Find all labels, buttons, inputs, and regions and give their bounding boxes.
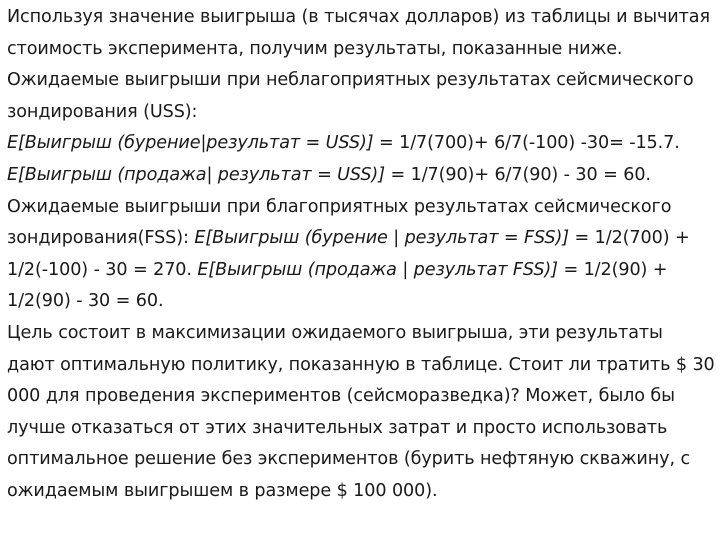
text-line — [7, 97, 715, 129]
body-text: оптимальное решение без экспериментов (бурить нефтяную скважину, с — [7, 449, 691, 470]
body-text: стоимость эксперимента, получим результаты, показанные ниже. — [7, 38, 623, 59]
body-text: = 1/2(90) + — [557, 259, 668, 280]
body-text: Ожидаемые выигрыши при благоприятных результатах сейсмического — [7, 196, 672, 217]
text-line — [7, 444, 715, 476]
text-line — [7, 65, 715, 97]
text-line — [7, 223, 715, 255]
body-text: = 1/7(90)+ 6/7(90) - 30 = 60. — [384, 164, 651, 185]
text-line — [7, 2, 715, 34]
body-text: = 1/7(700)+ 6/7(-100) -30= -15.7. — [373, 133, 680, 154]
body-text: 000 для проведения экспериментов (сейсморазведка)? Может, было бы — [7, 386, 675, 407]
text-line — [7, 255, 715, 287]
formula-text: E[Выигрыш (продажа | результат FSS)] — [197, 259, 558, 280]
text-line — [7, 318, 715, 350]
body-text: ожидаемым выигрышем в размере $ 100 000). — [7, 480, 438, 501]
text-line — [7, 476, 715, 508]
text-line — [7, 34, 715, 66]
body-text: Ожидаемые выигрыши при неблагоприятных результатах сейсмического — [7, 70, 694, 91]
body-text: зондирования (USS): — [7, 101, 198, 122]
body-text: 1/2(-100) - 30 = 270. — [7, 259, 198, 280]
document-body — [7, 2, 715, 508]
formula-text: E[Выигрыш (продажа| результат = USS)] — [7, 164, 385, 185]
text-line — [7, 160, 715, 192]
body-text: зондирования(FSS): — [7, 228, 195, 249]
formula-text: E[Выигрыш (бурение | результат = FSS)] — [194, 228, 570, 249]
body-text: дают оптимальную политику, показанную в таблице. Стоит ли тратить $ 30 — [7, 354, 715, 375]
body-text: Используя значение выигрыша (в тысячах долларов) из таблицы и вычитая — [7, 7, 710, 27]
text-line — [7, 413, 715, 445]
formula-text: E[Выигрыш (бурение|результат = USS)] — [7, 133, 374, 154]
body-text: = 1/2(700) + — [569, 228, 690, 249]
body-text: Цель состоит в максимизации ожидаемого выигрыша, эти результаты — [7, 322, 663, 343]
body-text: лучше отказаться от этих значительных затрат и просто использовать — [7, 417, 668, 438]
text-line — [7, 381, 715, 413]
text-line — [7, 192, 715, 224]
text-line — [7, 286, 715, 318]
body-text: 1/2(90) - 30 = 60. — [7, 291, 164, 312]
text-line — [7, 350, 715, 382]
text-line — [7, 128, 715, 160]
